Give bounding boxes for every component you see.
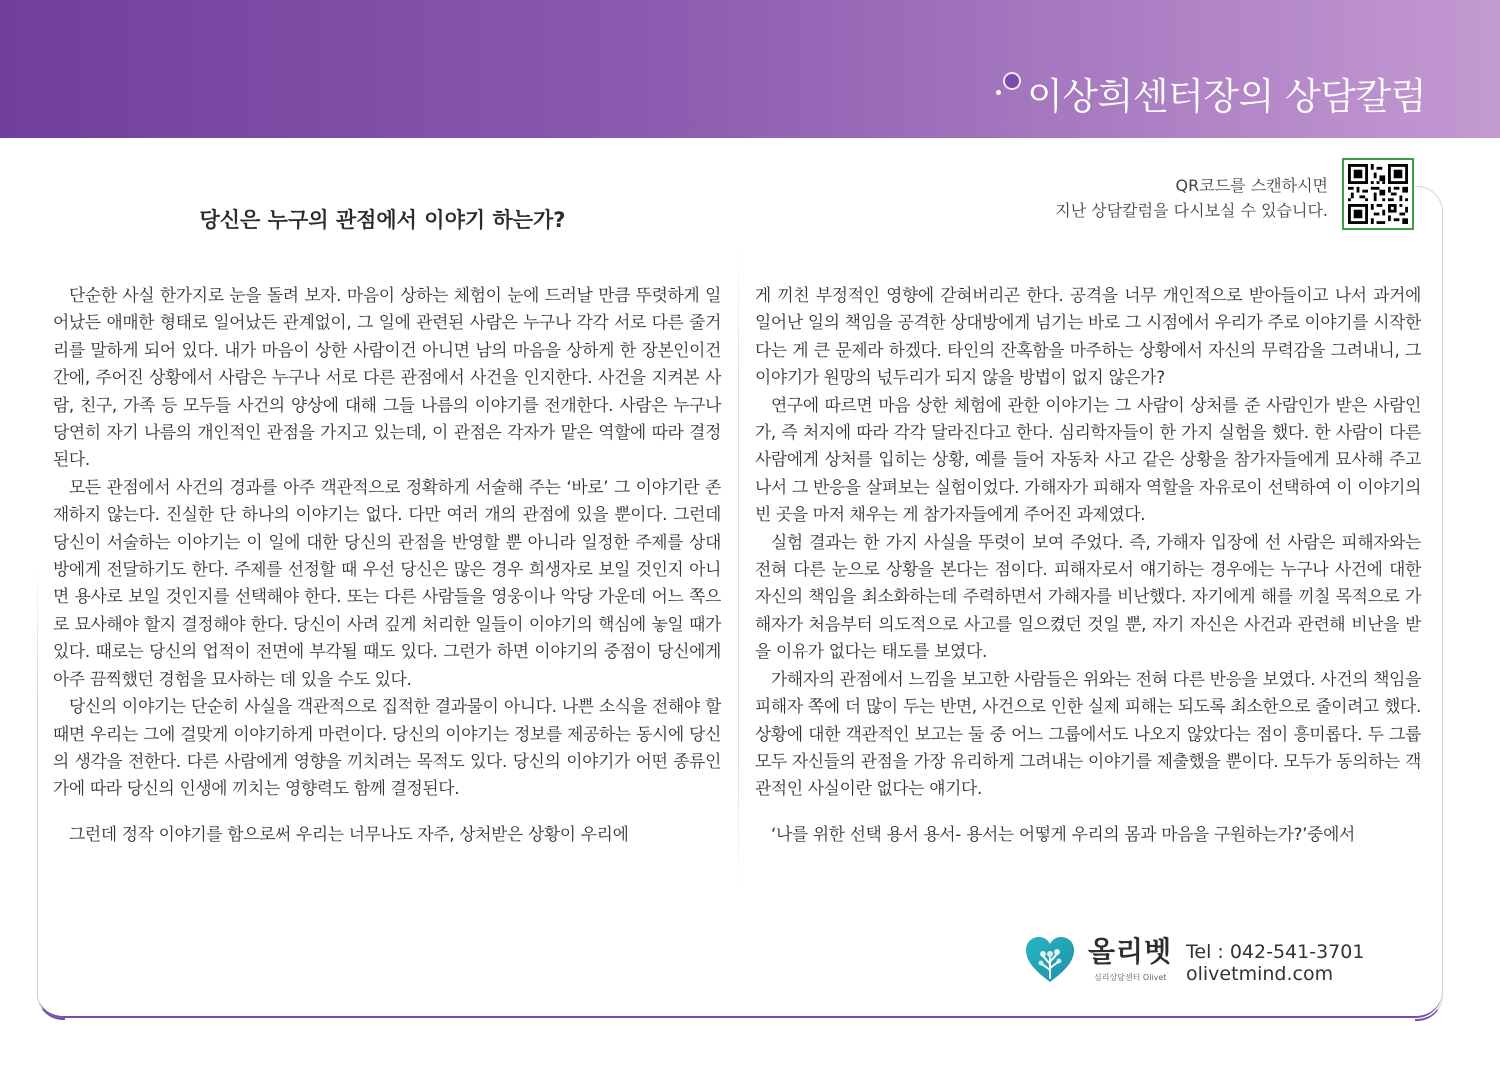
- qr-code-icon[interactable]: [1342, 158, 1414, 230]
- header-dot-small-icon: [996, 90, 1001, 95]
- phone-number: Tel : 042-541-3701: [1186, 941, 1365, 963]
- paragraph: 단순한 사실 한가지로 눈을 돌려 보자. 마음이 상하는 체험이 눈에 드러날 만큼 뚜렷하게 일어났든 애매한 형태로 일어났든 관계없이, 그 일에 관련된 사람은 누구나 각각 서로 다른 줄거리를 말하게 되어 있다. 내가 마음이 상한 사람이건 아니면 남의 마음을 상하게 한 장본인이건 간에, 주어진 상황에서 사람은 누구나 서로 다른 관점에서 사건을 인지한다. 사건을 지켜본 사람, 친구, 가족 등 모두들 사건의 양상에 대해 그들 나름의 이야기를 전개한다. 사람은 누구나 당연히 자기 나름의 개인적인 관점을 가지고 있는데, 이 관점은 각자가 맡은 역할에 따라 결정된다.: [53, 285, 721, 470]
- source-citation: ‘나를 위한 선택 용서 용서- 용서는 어떻게 우리의 몸과 마음을 구원하는가?’중에서: [771, 823, 1355, 844]
- contact-info: [1186, 941, 1364, 985]
- article-title: 당신은 누구의 관점에서 이야기 하는가?: [199, 208, 566, 232]
- qr-notice-line-1: QR코드를 스캔하시면: [1175, 176, 1328, 195]
- qr-code-pattern: [1348, 164, 1408, 224]
- website-link[interactable]: olivetmind.com: [1186, 963, 1334, 985]
- article-column-left: [53, 282, 721, 848]
- paragraph: 연구에 따르면 마음 상한 체험에 관한 이야기는 그 사람이 상처를 준 사람인가 받은 사람인가, 즉 처지에 따라 각각 달라진다고 한다. 심리학자들이 한 가지 실험을 했다. 한 사람이 다른 사람에게 상처를 입히는 상황, 예를 들어 자동차 사고 같은 상황을 참가자들에게 묘사해 주고 나서 그 반응을 살펴보는 실험이었다. 가해자가 피해자 역할을 자유로이 선택하여 이 이야기의 빈 곳을 마저 채우는 게 참가자들에게 주어진 과제였다.: [755, 394, 1421, 525]
- column-series-title: 이상희센터장의 상담칼럼: [1027, 75, 1426, 118]
- article-column-right: [755, 282, 1421, 848]
- content-frame-left-fade: [37, 560, 38, 700]
- logo-graphic: [1024, 934, 1076, 986]
- paragraph: 실험 결과는 한 가지 사실을 뚜렷이 보여 주었다. 즉, 가해자 입장에 선 사람은 피해자와는 전혀 다른 눈으로 상황을 본다는 점이다. 피해자로서 얘기하는 경우에는 누구나 사건에 대한 자신의 책임을 최소화하는데 주력하면서 가해자를 비난했다. 자기에게 해를 끼칠 목적으로 가해자가 처음부터 의도적으로 사고를 일으켰던 것일 뿐, 자기 자신은 사건과 관련해 비난을 받을 이유가 없다는 태도를 보였다.: [755, 531, 1421, 662]
- column-divider: [738, 244, 739, 894]
- paragraph: 당신의 이야기는 단순히 사실을 객관적으로 집적한 결과물이 아니다. 나쁜 소식을 전해야 할 때면 우리는 그에 걸맞게 이야기하게 마련이다. 당신의 이야기는 정보를 제공하는 동시에 당신의 생각을 전한다. 다른 사람에게 영향을 끼치려는 목적도 있다. 당신의 이야기가 어떤 종류인가에 따라 당신의 인생에 끼치는 영향력도 함께 결정된다.: [53, 696, 721, 799]
- paragraph: 그런데 정작 이야기를 함으로써 우리는 너무나도 자주, 상처받은 상황이 우리에: [69, 823, 629, 844]
- heart-tree-logo-icon: [1024, 934, 1076, 986]
- paragraph: 게 끼친 부정적인 영향에 갇혀버리곤 한다. 공격을 너무 개인적으로 받아들이고 나서 과거에 일어난 일의 책임을 공격한 상대방에게 넘기는 바로 그 시점에서 우리가 주로 이야기를 시작한다는 게 큰 문제라 하겠다. 타인의 잔혹함을 마주하는 상황에서 자신의 무력감을 그려내니, 그 이야기가 원망의 넋두리가 되지 않을 방법이 없지 않은가?: [755, 285, 1421, 388]
- paragraph: 모든 관점에서 사건의 경과를 아주 객관적으로 정확하게 서술해 주는 ‘바로’ 그 이야기란 존재하지 않는다. 진실한 단 하나의 이야기는 없다. 다만 여러 개의 관점에 있을 뿐이다. 그런데 당신이 서술하는 이야기는 이 일에 대한 당신의 관점을 반영할 뿐 아니라 일정한 주제를 상대방에게 전달하기도 한다. 주제를 선정할 때 우선 당신은 많은 경우 희생자로 보일 것인지 아니면 용사로 보일 것인지를 선택해야 한다. 또는 다른 사람들을 영웅이나 악당 가운데 어느 쪽으로 묘사해야 할지 결정해야 한다. 당신이 사려 깊게 처리한 일들이 이야기의 핵심에 놓일 때가 있다. 때로는 당신의 업적이 전면에 부각될 때도 있다. 그런가 하면 이야기의 중점이 당신에게 아주 끔찍했던 경험을 묘사하는 데 있을 수도 있다.: [53, 476, 721, 689]
- brand-subtitle: 심리상담센터 Olivet: [1094, 973, 1167, 982]
- paragraph: 가해자의 관점에서 느낌을 보고한 사람들은 위와는 전혀 다른 반응을 보였다. 사건의 책임을 피해자 쪽에 더 많이 두는 반면, 사건으로 인한 실제 피해는 되도록 최소한으로 줄이려고 했다. 상황에 대한 객관적인 보고는 둘 중 어느 그룹에서도 나오지 않았다는 점이 흥미롭다. 두 그룹 모두 자신들의 관점을 가장 유리하게 그려내는 이야기를 제출했을 뿐이다. 모두가 동의하는 객관적인 사실이란 없다는 얘기다.: [755, 668, 1421, 799]
- brand-name: 올리벳: [1088, 935, 1173, 968]
- qr-notice: [1055, 173, 1328, 223]
- qr-notice-line-2: 지난 상담칼럼을 다시보실 수 있습니다.: [1055, 201, 1328, 220]
- header-bullet-icon: [1003, 72, 1021, 90]
